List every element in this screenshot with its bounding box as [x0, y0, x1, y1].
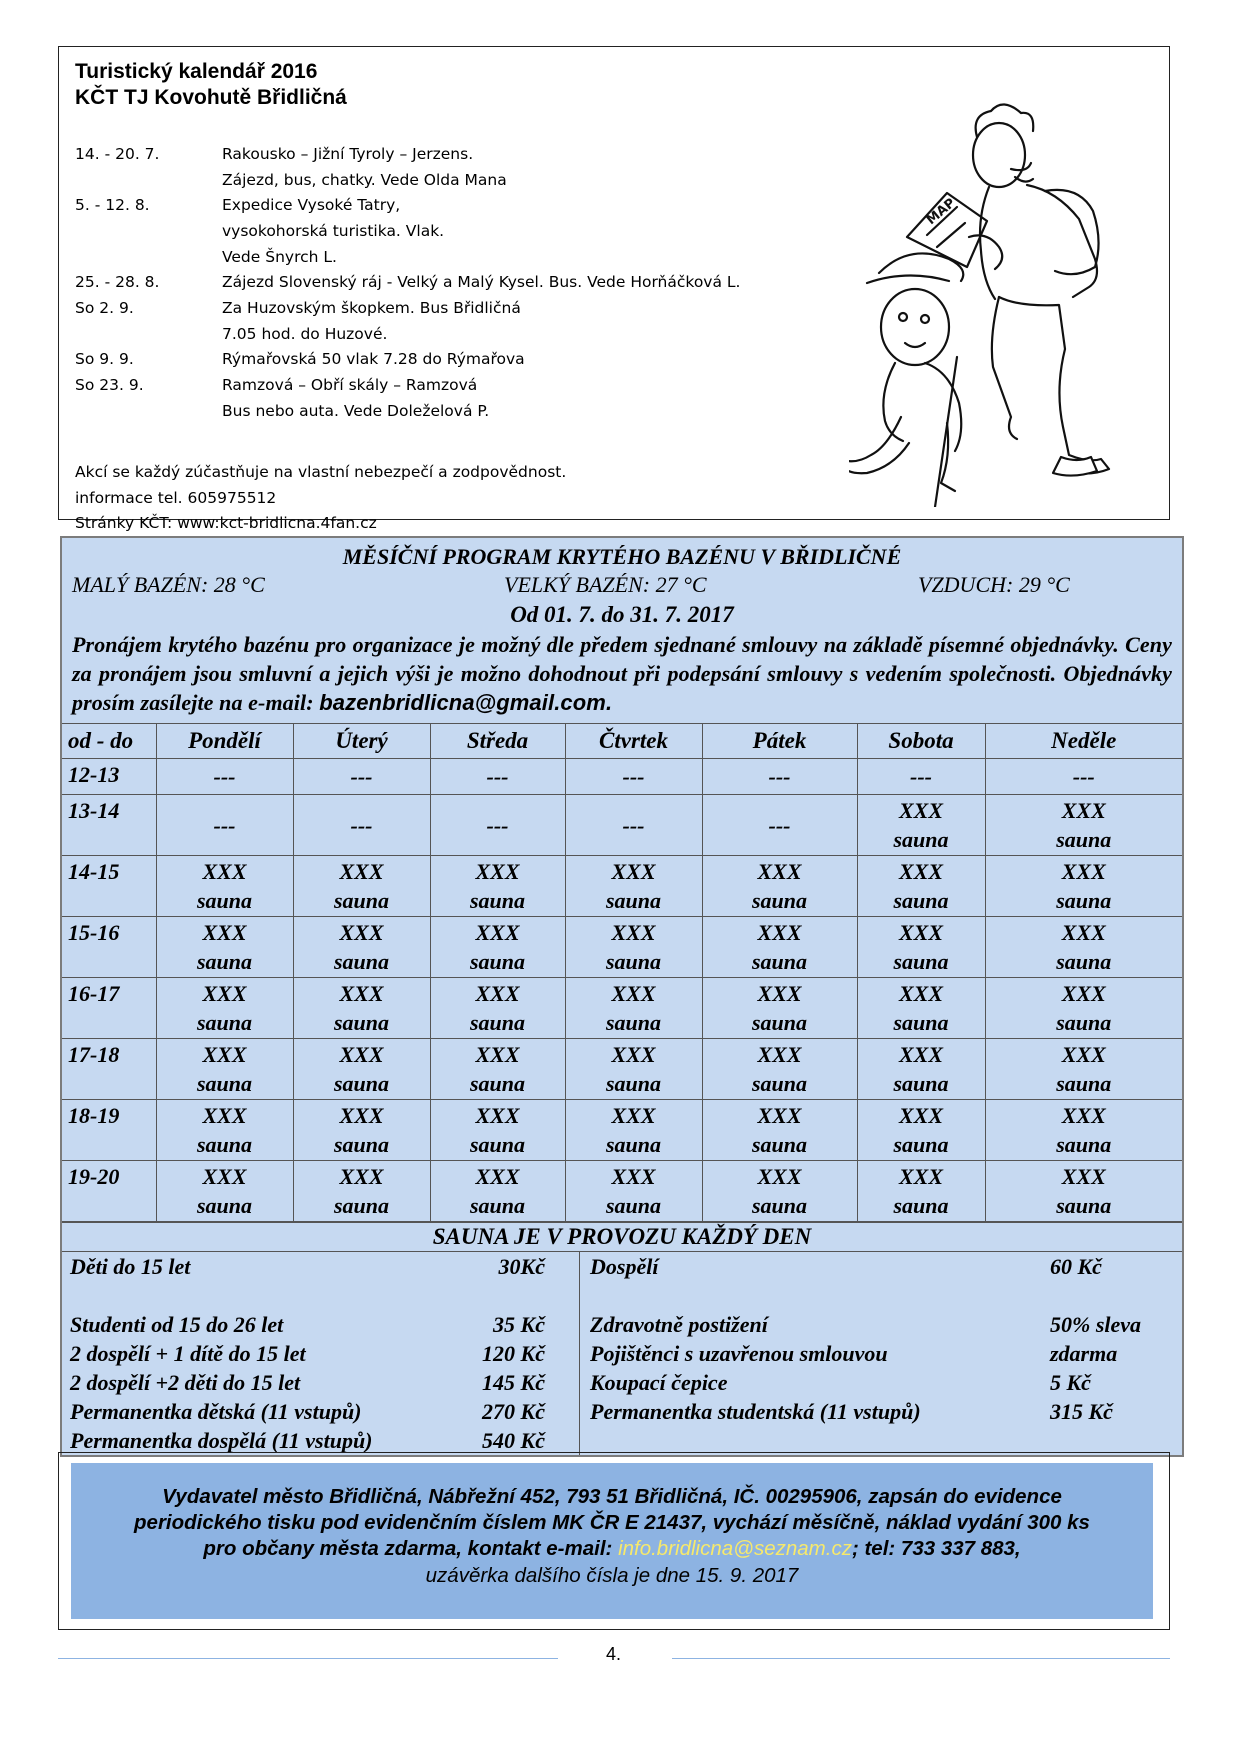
schedule-cell [985, 856, 1182, 917]
cell-status: XXX [1061, 1164, 1106, 1189]
cell-status: XXX [475, 1103, 520, 1128]
schedule-row [62, 795, 1182, 856]
calendar-title-line2: KČT TJ Kovohutě Břidličná [75, 86, 347, 109]
publisher-email-link[interactable]: info.bridlicna@seznam.cz [618, 1537, 852, 1560]
schedule-cell [293, 759, 430, 795]
cell-status: XXX [1061, 1103, 1106, 1128]
cell-sauna: sauna [605, 1071, 662, 1096]
price-label: Děti do 15 let [70, 1254, 191, 1279]
cell-status: XXX [475, 920, 520, 945]
cell-sauna: sauna [196, 1010, 253, 1035]
event-date: So 23. 9. [75, 376, 144, 395]
schedule-header-row [62, 724, 1182, 759]
cell-sauna: sauna [1056, 827, 1112, 852]
price-right-labels [580, 1252, 1050, 1455]
cell-status: XXX [339, 981, 384, 1006]
schedule-cell [430, 1100, 565, 1161]
schedule-cell [565, 1100, 702, 1161]
publisher-line-1: Vydavatel město Břidličná, Nábřežní 452, 793 51 Břidličná, IČ. 00295906, zapsán do evidence [162, 1485, 1062, 1508]
calendar-note-responsibility: Akcí se každý zúčastňuje na vlastní nebezpečí a zodpovědnost. [75, 462, 567, 481]
header-time-slot: od - do [62, 724, 156, 759]
cell-status: XXX [202, 1164, 247, 1189]
price-value: 30Kč [498, 1254, 545, 1279]
cell-sauna: sauna [469, 949, 526, 974]
schedule-cell [985, 1039, 1182, 1100]
schedule-cell [156, 856, 293, 917]
schedule-cell [430, 978, 565, 1039]
event-description: Zájezd, bus, chatky. Vede Olda Mana [222, 170, 507, 189]
cell-sauna: sauna [751, 888, 808, 913]
calendar-event-row [75, 347, 740, 373]
calendar-event-row [75, 218, 740, 244]
price-value: 315 Kč [1050, 1399, 1113, 1424]
pool-program [60, 536, 1184, 1457]
publisher-line-3 [71, 1536, 1153, 1562]
small-pool-temp: MALÝ BAZÉN: 28 °C [72, 572, 265, 597]
schedule-cell [156, 1161, 293, 1222]
cell-status: --- [768, 812, 791, 838]
cell-status: --- [213, 812, 236, 838]
calendar-title [75, 59, 347, 111]
price-label: Zdravotně postižení [590, 1312, 768, 1337]
cell-status: XXX [898, 920, 944, 945]
schedule-cell [702, 1039, 857, 1100]
price-value: 50% sleva [1050, 1312, 1142, 1337]
schedule-cell [156, 1039, 293, 1100]
cell-status: XXX [1061, 859, 1106, 884]
calendar-event-row [75, 244, 740, 270]
event-description: Rakousko – Jižní Tyroly – Jerzens. [222, 144, 474, 163]
schedule-row [62, 759, 1182, 795]
time-slot: 14-15 [62, 856, 156, 917]
cell-sauna: sauna [1056, 1132, 1112, 1157]
schedule-cell [430, 1161, 565, 1222]
cell-sauna: sauna [333, 949, 390, 974]
price-label: 2 dospělí + 1 dítě do 15 let [70, 1341, 306, 1366]
cell-sauna: sauna [469, 1193, 526, 1218]
schedule-row [62, 917, 1182, 978]
cell-sauna: sauna [196, 1132, 253, 1157]
header-day: Sobota [857, 724, 985, 759]
schedule-cell [565, 1039, 702, 1100]
price-value: 35 Kč [493, 1312, 545, 1337]
cell-sauna: sauna [469, 1010, 526, 1035]
pool-rental-text: Pronájem krytého bazénu pro organizace je možný dle předem sjednané smlouvy na základě písemné objednávky. Ceny za pronájem jsou smluvní a jejich výši je možno dohodnout při podepsání smlouvy s vedením společnosti. Objednávky prosím zasílejte na e-mail: [72, 632, 1172, 715]
pool-order-email: bazenbridlicna@gmail.com. [319, 690, 613, 715]
event-date: 25. - 28. 8. [75, 273, 160, 292]
schedule-cell [293, 856, 430, 917]
price-label: Permanentka dospělá (11 vstupů) [70, 1428, 373, 1453]
cell-status: XXX [202, 1042, 247, 1067]
schedule-cell [985, 759, 1182, 795]
schedule-cell [156, 1100, 293, 1161]
cell-status: XXX [339, 1164, 384, 1189]
cell-status: XXX [898, 981, 944, 1006]
event-description: Zájezd Slovenský ráj - Velký a Malý Kysel. Bus. Vede Horňáčková L. [222, 273, 741, 292]
cell-status: XXX [611, 859, 656, 884]
cell-sauna: sauna [751, 1071, 808, 1096]
cell-sauna: sauna [333, 1071, 390, 1096]
event-date: So 2. 9. [75, 298, 134, 317]
price-label [590, 1281, 1050, 1310]
header-day: Úterý [293, 724, 430, 759]
schedule-row [62, 856, 1182, 917]
cell-sauna: sauna [196, 949, 253, 974]
calendar-event-row [75, 141, 740, 167]
cell-status: --- [1072, 764, 1095, 789]
schedule-cell [156, 759, 293, 795]
air-temp: VZDUCH: 29 °C [918, 572, 1070, 597]
price-label: Permanentka dětská (11 vstupů) [70, 1399, 362, 1424]
price-label: Permanentka studentská (11 vstupů) [590, 1399, 921, 1424]
event-description: Za Huzovským škopkem. Bus Břidličná [222, 298, 521, 317]
cell-status: XXX [202, 859, 247, 884]
cell-status: XXX [1061, 798, 1106, 823]
schedule-cell [702, 917, 857, 978]
price-value: 120 Kč [482, 1341, 545, 1366]
hikers-illustration [849, 87, 1149, 507]
schedule-cell [857, 1161, 985, 1222]
cell-status: XXX [898, 1164, 944, 1189]
time-slot: 17-18 [62, 1039, 156, 1100]
schedule-cell [985, 978, 1182, 1039]
price-label: Koupací čepice [590, 1370, 728, 1395]
cell-status: --- [350, 764, 373, 789]
calendar-event-row [75, 372, 740, 398]
calendar-event-row [75, 398, 740, 424]
schedule-cell [857, 856, 985, 917]
cell-status: XXX [475, 1164, 520, 1189]
schedule-cell [156, 795, 293, 856]
cell-sauna: sauna [1056, 888, 1112, 913]
event-date: So 9. 9. [75, 350, 134, 369]
sauna-daily-notice: SAUNA JE V PROVOZU KAŽDÝ DEN [62, 1222, 1182, 1252]
calendar-event-row [75, 167, 740, 193]
cell-sauna: sauna [196, 1071, 253, 1096]
schedule-cell [565, 978, 702, 1039]
price-left-values [457, 1252, 580, 1455]
map-label: MAP [923, 195, 959, 229]
cell-sauna: sauna [333, 888, 390, 913]
cell-status: --- [910, 764, 932, 789]
calendar-event-row [75, 295, 740, 321]
price-value: 5 Kč [1050, 1370, 1091, 1395]
cell-status: XXX [1061, 1042, 1106, 1067]
calendar-note-website: Stránky KČT: www:kct-bridlicna.4fan.cz [75, 514, 377, 533]
calendar-event-row [75, 192, 740, 218]
price-value: 60 Kč [1050, 1254, 1102, 1279]
price-value: 145 Kč [482, 1370, 545, 1395]
publisher-contact-label: pro občany města zdarma, kontakt e-mail: [203, 1537, 619, 1560]
schedule-cell [985, 917, 1182, 978]
cell-status: XXX [611, 1042, 656, 1067]
cell-sauna: sauna [1056, 1010, 1112, 1035]
price-label: Dospělí [590, 1254, 659, 1279]
cell-sauna: sauna [469, 1071, 526, 1096]
cell-sauna: sauna [1056, 949, 1112, 974]
time-slot: 19-20 [62, 1161, 156, 1222]
header-day: Pondělí [156, 724, 293, 759]
cell-sauna: sauna [751, 949, 808, 974]
cell-status: --- [768, 764, 791, 789]
schedule-cell [702, 1161, 857, 1222]
pool-rental-note [72, 630, 1172, 717]
event-description: 7.05 hod. do Huzové. [222, 324, 388, 343]
cell-status: XXX [475, 981, 520, 1006]
schedule-cell [857, 1100, 985, 1161]
pool-temperatures [72, 570, 1172, 600]
cell-status: XXX [757, 920, 802, 945]
cell-status: XXX [611, 1103, 656, 1128]
cell-status: XXX [898, 859, 944, 884]
cell-sauna: sauna [893, 949, 949, 974]
cell-status: XXX [339, 859, 384, 884]
cell-sauna: sauna [196, 888, 253, 913]
header-day: Neděle [985, 724, 1182, 759]
cell-status: XXX [757, 859, 802, 884]
pool-period: Od 01. 7. do 31. 7. 2017 [510, 602, 734, 627]
cell-status: XXX [898, 798, 944, 823]
time-slot: 16-17 [62, 978, 156, 1039]
cell-sauna: sauna [893, 827, 949, 852]
schedule-cell [430, 1039, 565, 1100]
schedule-cell [565, 1161, 702, 1222]
cell-status: XXX [202, 1103, 247, 1128]
cell-sauna: sauna [751, 1010, 808, 1035]
cell-sauna: sauna [605, 888, 662, 913]
price-left-labels [62, 1252, 457, 1455]
cell-sauna: sauna [605, 1193, 662, 1218]
cell-sauna: sauna [751, 1193, 808, 1218]
price-value [457, 1281, 545, 1310]
calendar-notes [75, 459, 566, 536]
cell-status: XXX [757, 1103, 802, 1128]
publisher-deadline: uzávěrka dalšího čísla je dne 15. 9. 2017 [425, 1564, 799, 1587]
large-pool-temp: VELKÝ BAZÉN: 27 °C [504, 572, 707, 597]
cell-status: --- [622, 812, 645, 838]
cell-sauna: sauna [196, 1193, 253, 1218]
header-day: Pátek [702, 724, 857, 759]
cell-sauna: sauna [893, 1193, 949, 1218]
cell-status: XXX [898, 1042, 944, 1067]
cell-sauna: sauna [1056, 1071, 1112, 1096]
footer-rule-right [672, 1658, 1170, 1659]
header-day: Čtvrtek [565, 724, 702, 759]
schedule-cell [293, 1161, 430, 1222]
cell-status: XXX [757, 981, 802, 1006]
schedule-cell [702, 795, 857, 856]
cell-sauna: sauna [333, 1010, 390, 1035]
price-label: Studenti od 15 do 26 let [70, 1312, 284, 1337]
schedule-cell [985, 1161, 1182, 1222]
schedule-cell [857, 795, 985, 856]
cell-sauna: sauna [751, 1132, 808, 1157]
schedule-cell [702, 1100, 857, 1161]
schedule-cell [985, 1100, 1182, 1161]
time-slot: 18-19 [62, 1100, 156, 1161]
calendar-event-list [75, 141, 740, 424]
calendar-title-line1: Turistický kalendář 2016 [75, 60, 318, 83]
time-slot: 12-13 [62, 759, 156, 795]
schedule-cell [857, 1039, 985, 1100]
calendar-note-phone: informace tel. 605975512 [75, 488, 277, 507]
event-description: Bus nebo auta. Vede Doleželová P. [222, 401, 490, 420]
footer-rule-left [58, 1658, 558, 1659]
cell-status: XXX [1061, 920, 1106, 945]
schedule-cell [985, 795, 1182, 856]
cell-status: XXX [339, 1103, 384, 1128]
schedule-cell [156, 978, 293, 1039]
schedule-cell [565, 795, 702, 856]
cell-status: XXX [611, 1164, 656, 1189]
schedule-cell [702, 978, 857, 1039]
cell-sauna: sauna [333, 1193, 390, 1218]
event-description: Ramzová – Obří skály – Ramzová [222, 376, 478, 395]
price-value: 540 Kč [482, 1428, 545, 1453]
cell-status: --- [350, 812, 373, 838]
price-right-values [1050, 1252, 1182, 1455]
schedule-row [62, 1161, 1182, 1222]
price-label: Pojištěnci s uzavřenou smlouvou [590, 1341, 888, 1366]
cell-sauna: sauna [333, 1132, 390, 1157]
schedule-cell [293, 917, 430, 978]
cell-sauna: sauna [605, 1010, 662, 1035]
pool-title: MĚSÍČNÍ PROGRAM KRYTÉHO BAZÉNU V BŘIDLIČNÉ [342, 544, 902, 569]
cell-status: --- [622, 764, 645, 789]
pool-header [62, 538, 1182, 724]
price-label: 2 dospělí +2 děti do 15 let [70, 1370, 301, 1395]
schedule-cell [293, 1100, 430, 1161]
time-slot: 15-16 [62, 917, 156, 978]
schedule-cell [430, 759, 565, 795]
cell-sauna: sauna [1056, 1193, 1112, 1218]
schedule-cell [565, 917, 702, 978]
cell-status: XXX [1061, 981, 1106, 1006]
cell-status: --- [486, 812, 509, 838]
schedule-row [62, 1100, 1182, 1161]
schedule-row [62, 1039, 1182, 1100]
publisher-phone: ; tel: 733 337 883, [851, 1537, 1021, 1560]
cell-status: XXX [202, 981, 247, 1006]
cell-status: XXX [475, 859, 520, 884]
cell-sauna: sauna [469, 1132, 526, 1157]
cell-status: XXX [757, 1164, 802, 1189]
schedule-cell [293, 978, 430, 1039]
event-date: 5. - 12. 8. [75, 196, 150, 215]
schedule-cell [857, 917, 985, 978]
calendar-event-row [75, 321, 740, 347]
cell-status: XXX [339, 1042, 384, 1067]
price-label [70, 1281, 457, 1310]
schedule-cell [430, 795, 565, 856]
page-number: 4. [606, 1644, 622, 1664]
cell-status: XXX [475, 1042, 520, 1067]
schedule-cell [293, 795, 430, 856]
price-value: 270 Kč [482, 1399, 545, 1424]
cell-sauna: sauna [605, 1132, 662, 1157]
schedule-cell [430, 917, 565, 978]
schedule-cell [156, 917, 293, 978]
schedule-cell [430, 856, 565, 917]
event-description: Vede Šnyrch L. [222, 247, 337, 266]
cell-sauna: sauna [893, 1132, 949, 1157]
pool-schedule-table [62, 724, 1182, 1222]
publisher-box [58, 1452, 1170, 1630]
calendar-event-row [75, 269, 740, 295]
schedule-cell [857, 759, 985, 795]
cell-status: XXX [898, 1103, 944, 1128]
price-list [62, 1252, 1182, 1455]
event-description: Expedice Vysoké Tatry, [222, 196, 401, 215]
schedule-cell [565, 856, 702, 917]
schedule-cell [293, 1039, 430, 1100]
schedule-cell [565, 759, 702, 795]
cell-sauna: sauna [893, 888, 949, 913]
cell-sauna: sauna [469, 888, 526, 913]
cell-status: XXX [611, 981, 656, 1006]
event-description: Rýmařovská 50 vlak 7.28 do Rýmařova [222, 350, 525, 369]
cell-status: XXX [202, 920, 247, 945]
price-value [1050, 1281, 1182, 1310]
schedule-cell [702, 856, 857, 917]
event-date: 14. - 20. 7. [75, 144, 160, 163]
header-day: Středa [430, 724, 565, 759]
schedule-cell [702, 759, 857, 795]
cell-sauna: sauna [605, 949, 662, 974]
cell-sauna: sauna [893, 1010, 949, 1035]
cell-status: XXX [611, 920, 656, 945]
cell-status: XXX [757, 1042, 802, 1067]
publisher-line-2: periodického tisku pod evidenčním číslem MK ČR E 21437, vychází měsíčně, náklad vydání 300 ks [134, 1511, 1090, 1534]
cell-sauna: sauna [893, 1071, 949, 1096]
publisher-info [71, 1463, 1153, 1619]
schedule-row [62, 978, 1182, 1039]
time-slot: 13-14 [62, 795, 156, 856]
price-value: zdarma [1050, 1341, 1118, 1366]
event-description: vysokohorská turistika. Vlak. [222, 221, 445, 240]
tourist-calendar-box [58, 46, 1170, 533]
schedule-cell [857, 978, 985, 1039]
cell-status: --- [486, 764, 509, 789]
cell-status: XXX [339, 920, 384, 945]
cell-status: --- [213, 764, 236, 789]
